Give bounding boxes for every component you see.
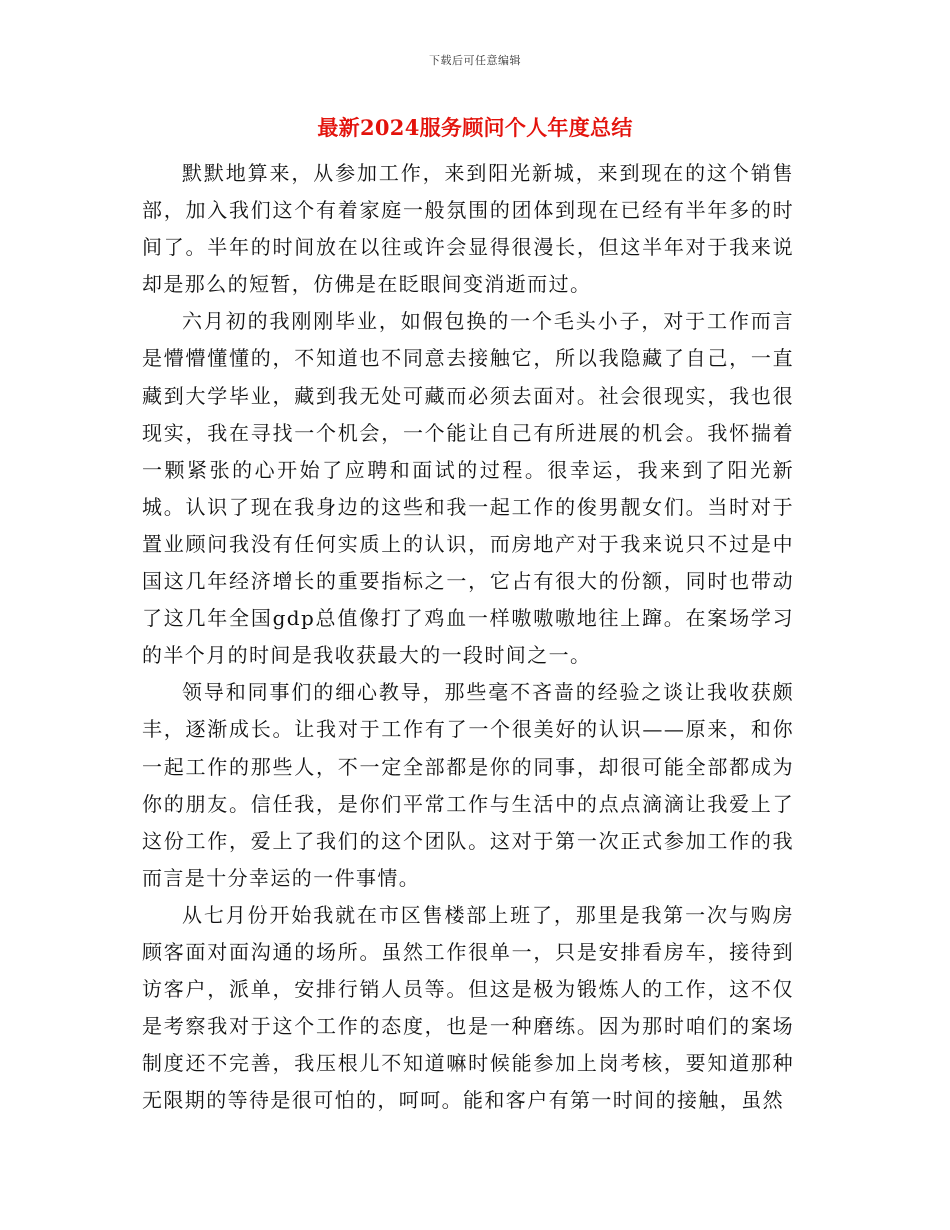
paragraph-1: 默默地算来，从参加工作，来到阳光新城，来到现在的这个销售部，加入我们这个有着家庭一般氛围的团体到现在已经有半年多的时间了。半年的时间放在以往或许会显得很漫长，但这半年对于我来说却是那么的短暂，仿佛是在眨眼间变消逝而过。 [142,161,794,297]
document-body [142,155,794,1120]
document-title: 最新2024服务顾问个人年度总结 [317,115,633,140]
paragraph-4: 从七月份开始我就在市区售楼部上班了，那里是我第一次与购房顾客面对面沟通的场所。虽然工作很单一，只是安排看房车，接待到访客户，派单，安排行销人员等。但这是极为锻炼人的工作，这不仅是考察我对于这个工作的态度，也是一种磨练。因为那时咱们的案场制度还不完善，我压根儿不知道嘛时候能参加上岗考核，要知道那种无限期的等待是很可怕的，呵呵。能和客户有第一时间的接触，虽然 [142,902,794,1113]
paragraph-3: 领导和同事们的细心教导，那些毫不吝啬的经验之谈让我收获颇丰，逐渐成长。让我对于工作有了一个很美好的认识——原来，和你一起工作的那些人，不一定全部都是你的同事，却很可能全部都成为你的朋友。信任我，是你们平常工作与生活中的点点滴滴让我爱上了这份工作，爱上了我们的这个团队。这对于第一次正式参加工作的我而言是十分幸运的一件事情。 [142,680,794,890]
paragraph-2: 六月初的我刚刚毕业，如假包换的一个毛头小子，对于工作而言是懵懵懂懂的，不知道也不同意去接触它，所以我隐藏了自己，一直藏到大学毕业，藏到我无处可藏而必须去面对。社会很现实，我也很现实，我在寻找一个机会，一个能让自己有所进展的机会。我怀揣着一颗紧张的心开始了应聘和面试的过程。很幸运，我来到了阳光新城。认识了现在我身边的这些和我一起工作的俊男靓女们。当时对于置业顾问我没有任何实质上的认识，而房地产对于我来说只不过是中国这几年经济增长的重要指标之一，它占有很大的份额，同时也带动了这几年全国gdp总值像打了鸡血一样嗷嗷嗷地往上蹿。在案场学习的半个月的时间是我收获最大的一段时间之一。 [142,309,794,668]
header-note: 下载后可任意编辑 [429,54,521,67]
